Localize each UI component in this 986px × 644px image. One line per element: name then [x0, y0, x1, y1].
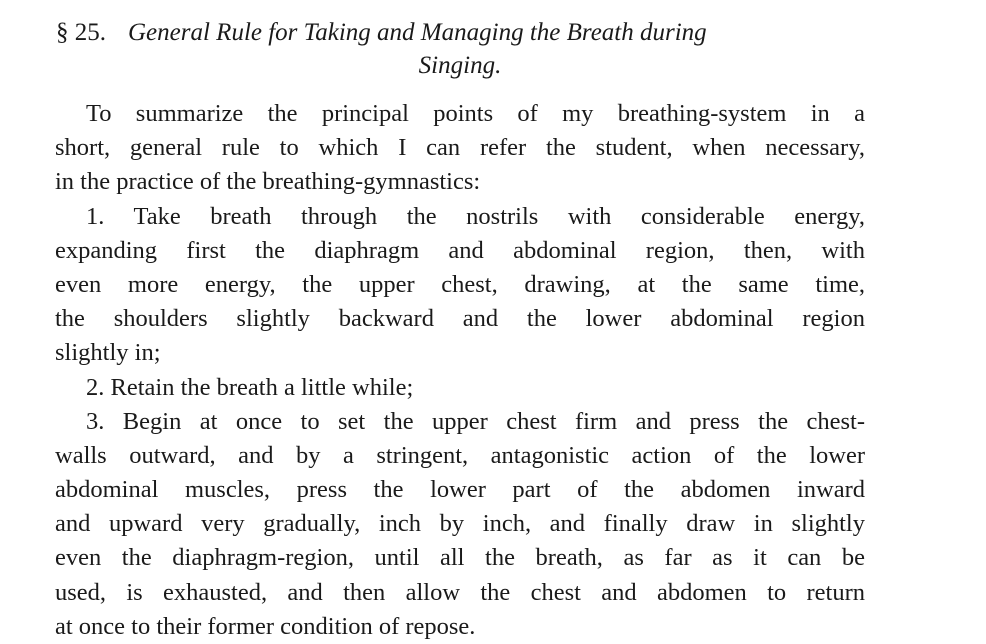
section-title-line-1: General Rule for Taking and Managing the Breath during: [128, 19, 707, 46]
text-line: slightly in;: [55, 339, 161, 367]
text-line: expanding first the diaphragm and abdominal region, then, with: [55, 236, 865, 264]
text-line: and upward very gradually, inch by inch, and finally draw in slightly: [55, 510, 865, 538]
text-line: 1. Take breath through the nostrils with considerable energy,: [86, 202, 865, 230]
text-line: 2. Retain the breath a little while;: [86, 373, 414, 401]
body-paragraphs: [55, 97, 865, 644]
text-line: To summarize the principal points of my breathing-system in a: [86, 100, 865, 127]
text-line: used, is exhausted, and then allow the chest and abdomen to return: [55, 578, 865, 606]
text-line: even more energy, the upper chest, drawing, at the same time,: [55, 270, 865, 298]
text-line: abdominal muscles, press the lower part of the abdomen inward: [55, 476, 865, 504]
text-line: short, general rule to which I can refer the student, when necessary,: [55, 134, 865, 162]
text-line: 3. Begin at once to set the upper chest firm and press the chest-: [86, 407, 865, 435]
section-number: § 25.: [56, 19, 106, 46]
text-line: in the practice of the breathing-gymnastics:: [55, 168, 481, 196]
text-line: walls outward, and by a stringent, antagonistic action of the lower: [55, 441, 865, 469]
text-line: at once to their former condition of repose.: [55, 612, 476, 640]
text-line: the shoulders slightly backward and the lower abdominal region: [55, 305, 865, 333]
section-title-line-2: Singing.: [418, 52, 502, 79]
section-heading: [56, 16, 864, 82]
text-line: even the diaphragm-region, until all the breath, as far as it can be: [55, 544, 865, 572]
